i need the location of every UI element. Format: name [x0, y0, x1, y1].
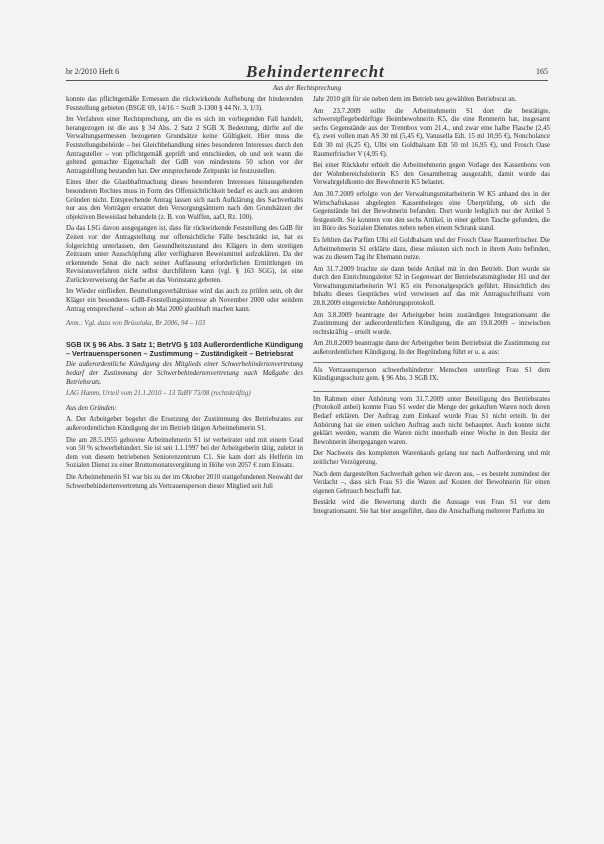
paragraph: Am 3.8.2009 beantragte der Arbeitgeber beim zuständigen Integrationsamt die Zustimmung der außerordentlichen Kündigung, die am 19.8.2009 – inzwischen rechtskräftig – erteilt wurde. [313, 311, 550, 336]
quote-text: Als Vertrauensperson schwerbehinderter Menschen unterliegt Frau S1 dem Kündigungsschutz gem. § 96 Abs. 3 SGB IX. [313, 366, 550, 383]
paragraph: Jahr 2010 gilt für sie neben dem im Betrieb neu gewählten Betriebsrat an. [313, 96, 517, 103]
paragraph: Am 20.8.2009 beantragte dann der Arbeitgeber beim Betriebsrat die Zustimmung zur außerordentlichen Kündigung. In der Begründung führt er u. a. aus: [313, 340, 550, 357]
paragraph: Am 31.7.2009 brachte sie dann beide Artikel mit in den Betrieb. Dort wurde sie durch den Einrichtungsleiter S2 in Gegenwart der Betriebsratsmitglieder H1 und der Verwaltungsmitarbeiterin W1 K5 ein Personalgespräch geführt. Hinsichtlich des Inhalts dieses Gespräches wird verwiesen auf das mit Antragsschriftsatz vom 28.8.2009 eingereichte Anhörungsprotokoll. [313, 265, 550, 308]
case-heading: SGB IX § 96 Abs. 3 Satz 1; BetrVG § 103 Außerordentliche Kündigung – Vertrauenspersonen – Zustimmung – Zuständigkeit – Betriebsrat [66, 339, 303, 358]
reasons-title: Aus den Gründen: [66, 404, 117, 412]
issue-label: br 2/2010 Heft 6 [66, 67, 120, 76]
left-column [66, 96, 303, 494]
paragraph: Es fehlten das Parfüm Ulbi eil Goldbalsam und der Frosch Oase Raumerfrischer. Die Arbeitnehmerin S1 erklärte dazu, diese müssten sich noch in ihrem Auto befinden, was zu diesem Tag ihr Ehemann nutze. [313, 236, 550, 262]
journal-title: Behindertenrecht [246, 62, 385, 81]
page-number: 165 [536, 67, 548, 76]
paragraph: Am 23.7.2009 sollte die Arbeitnehmerin S1 dort die bestätigte, schwerstpflegebedürftige Heimbewohnerin K5, die eine Rentnerin hat, insgesamt sechs Gegenstände aus der Trennbox vom 21.4., und zwar eine halbe Flasche (2,45 €), zwei vollen man AS 30 ml (5,45 €), Vanusella Edt. 15 ml 10,95 €), Noncholance Edt 30 ml (6,25 €), Ulbi ein Goldbalsam Edt 50 ml 16,95 €), und Frosch Oase Raumerfrischer V (4,95 €). [313, 107, 550, 158]
case-court: LAG Hamm, Urteil vom 21.1.2010 – 13 TaBV 75/08 (rechtskräftig) [66, 390, 251, 398]
paragraph: Im Wieder einfließen. Beurteilungsverhältnisse wird das auch zu prüfen sein, ob der Kläger ein besonderes GdB-Feststellungsinteresse ab November 2000 oder seitdem Antrag entsprechend – schon ab Mai 2000 glaubhaft machen kann. [66, 288, 303, 313]
paragraph: Der Nachweis des kompletten Warenkaufs gelang nur nach Aufforderung und mit zeitlicher Verzögerung. [313, 450, 550, 466]
paragraph: Am 30.7.2009 erfolgte von der Verwaltungsmitarbeiterin W K5 anhand des in der Wirtschaftskasse abgelegten Kassenbeleges eine Überprüfung, ob sich die Gegenstände bei der Bewohnerin befanden. Dort wurde lediglich nur der Artikel 5 festgestellt. Sie konnten von den sechs Artikel, in einer gelben Tasche gefunden, die im Büro des Sozialen Dienstes neben neben einem Schrank stand. [313, 190, 550, 233]
header-rule [66, 80, 548, 81]
paragraph: Im Verfahren einer Rechtsprechung, um die es sich im vorliegenden Fall handelt, herangezogen ist die aus § 34 Abs. 2 Satz 2 SGB X Bedeutung, dürfte auf die Verwaltungsermessen bezogenen Grundsätze keine Gültigkeit. Hier muss die Feststellungsbehörde – bei Gleichbehandlung eines besonderen Interesses durch den Antragsteller – von pflichtgemäß geprüft und entschieden, ob und seit wann die geltend gemachte Eigenschaft der GdB von mindestens 50 schon vor der Antragstellung bestanden hat. Der entsprechende Zeitpunkt ist festzustellen. [66, 116, 303, 175]
paragraph: Bestärkt wird die Bewertung durch die Aussage von Frau S1 vor dem Integrationsamt. Sie hat hier ausgeführt, dass die Anschaffung mehrerer Parfums im [313, 499, 550, 515]
paragraph: Die Arbeitnehmerin S1 war bis zu der im Oktober 2010 stattgefundenen Neuwahl der Schwerbehindertenvertretung als Vertrauensperson dieser Mitglied seit Juli [66, 473, 303, 490]
paragraph: Die am 28.5.1955 geborene Arbeitnehmerin S1 ist verheiratet und mit einem Grad von 50 % schwerbehindert. Sie ist seit 1.1.1997 bei der Arbeitgeberin tätig, zuletzt in dem von diesem betriebenen Seniorenzentrum C1. Sie kam dort als Helferin im Sozialen Dienst zu einer Bruttomonatsvergütung in Höhe von 2057 € zum Einsatz. [66, 436, 303, 470]
running-header [66, 62, 548, 92]
section-subtitle: Aus der Rechtsprechung [272, 84, 342, 92]
paragraph: Bei einer Rückkehr erhielt die Arbeitnehmerin gegen Vorlage des Kassenbons von der Wohnbereichsleiterin K5 den Gesamtbetrag ausgezahlt, damit wurde das Verwahrgeldkonto der Bewohnerin K5 belastet. [313, 162, 550, 187]
right-column [313, 96, 550, 520]
case-headnote: Die außerordentliche Kündigung des Mitglieds einer Schwerbehindertenvertretung bedarf der Zustimmung der Schwerbehindertenvertretung nach Maßgabe des Betriebsrats. [66, 361, 303, 386]
quoted-box [313, 362, 550, 392]
paragraph: A. Der Arbeitgeber begehrt die Ersetzung der Zustimmung des Betriebsrates zur außerordentlichen Kündigung der im Betrieb tätigen Arbeitnehmerin S1. [66, 416, 303, 432]
paragraph: Da das LSG davon ausgegangen ist, dass für rückwirkende Feststellung des GdB für Zeiten vor der Antragstellung nur offensichtliche Fälle beschränkt ist, hat es folgerichtig unterlassen, den Gesundheitszustand des Klägers in dem streitigen Zeitraum unter Ausschöpfung aller verfügbaren Beweismittel aufzuklären. Da der erkennende Senat die nach seiner Auffassung erforderlichen Ermittlungen im Revisionsverfahren nicht selbst durchführen kann (vgl. § 163 SGG), ist eine Zurückverweisung der Sache an das Vorinstanz geboten. [66, 225, 303, 284]
paragraph: Nach dem dargestellten Sachverhalt gehen wir davon aus, – es besteht zumindest der Verdacht –, dass sich Frau S1 die Waren auf Kosten der Bewohnerin für einen eigenen Gebrauch beschafft hat. [313, 470, 550, 495]
source-note: Anm.: Vgl. dazu von Brüselaka, Br 2006, 94 – 103 [66, 320, 206, 328]
paragraph: Im Rahmen einer Anhörung vom 31.7.2009 unter Beteiligung des Betriebsrates (Protokoll anbei) konnte Frau S1 weder die Menge der gekauften Waren noch deren Bedarf erklären. Der Auftrag zum Einkauf wurde Frau S1 nicht erteilt. In der Anhörung hat sie einen solchen Auftrag auch nicht behauptet. Auch konnte nicht geklärt werden, warum die Waren nicht innerhalb einer Woche in den Besitz der Bewohnerin übergegangen waren. [313, 395, 550, 446]
paragraph: konnte das pflichtgemäße Ermessen die rückwirkende Aufhebung der hinderenden Feststellung gebieten (BSGE 69, 14/16 = SozR 3-1300 § 44 Nr. 3, 1/3). [66, 96, 303, 112]
paragraph: Eines über die Glaubhaftmachung dieses besonderen Interesses hinausgehenden besonderen Rechtes muss in Form des Offensichtlichkeit bedarf es auch aus anderen Gründen nicht. Entsprechende Antrag lassen sich nach Aufklärung des Sachverhalts nur aus den Vorträgen erstattet den Versorgungsämtern nach den Grundsätzen der objektiven Beweislast behandeln (z. B. von Wulffen, aaO, Rz. 100). [66, 179, 303, 221]
